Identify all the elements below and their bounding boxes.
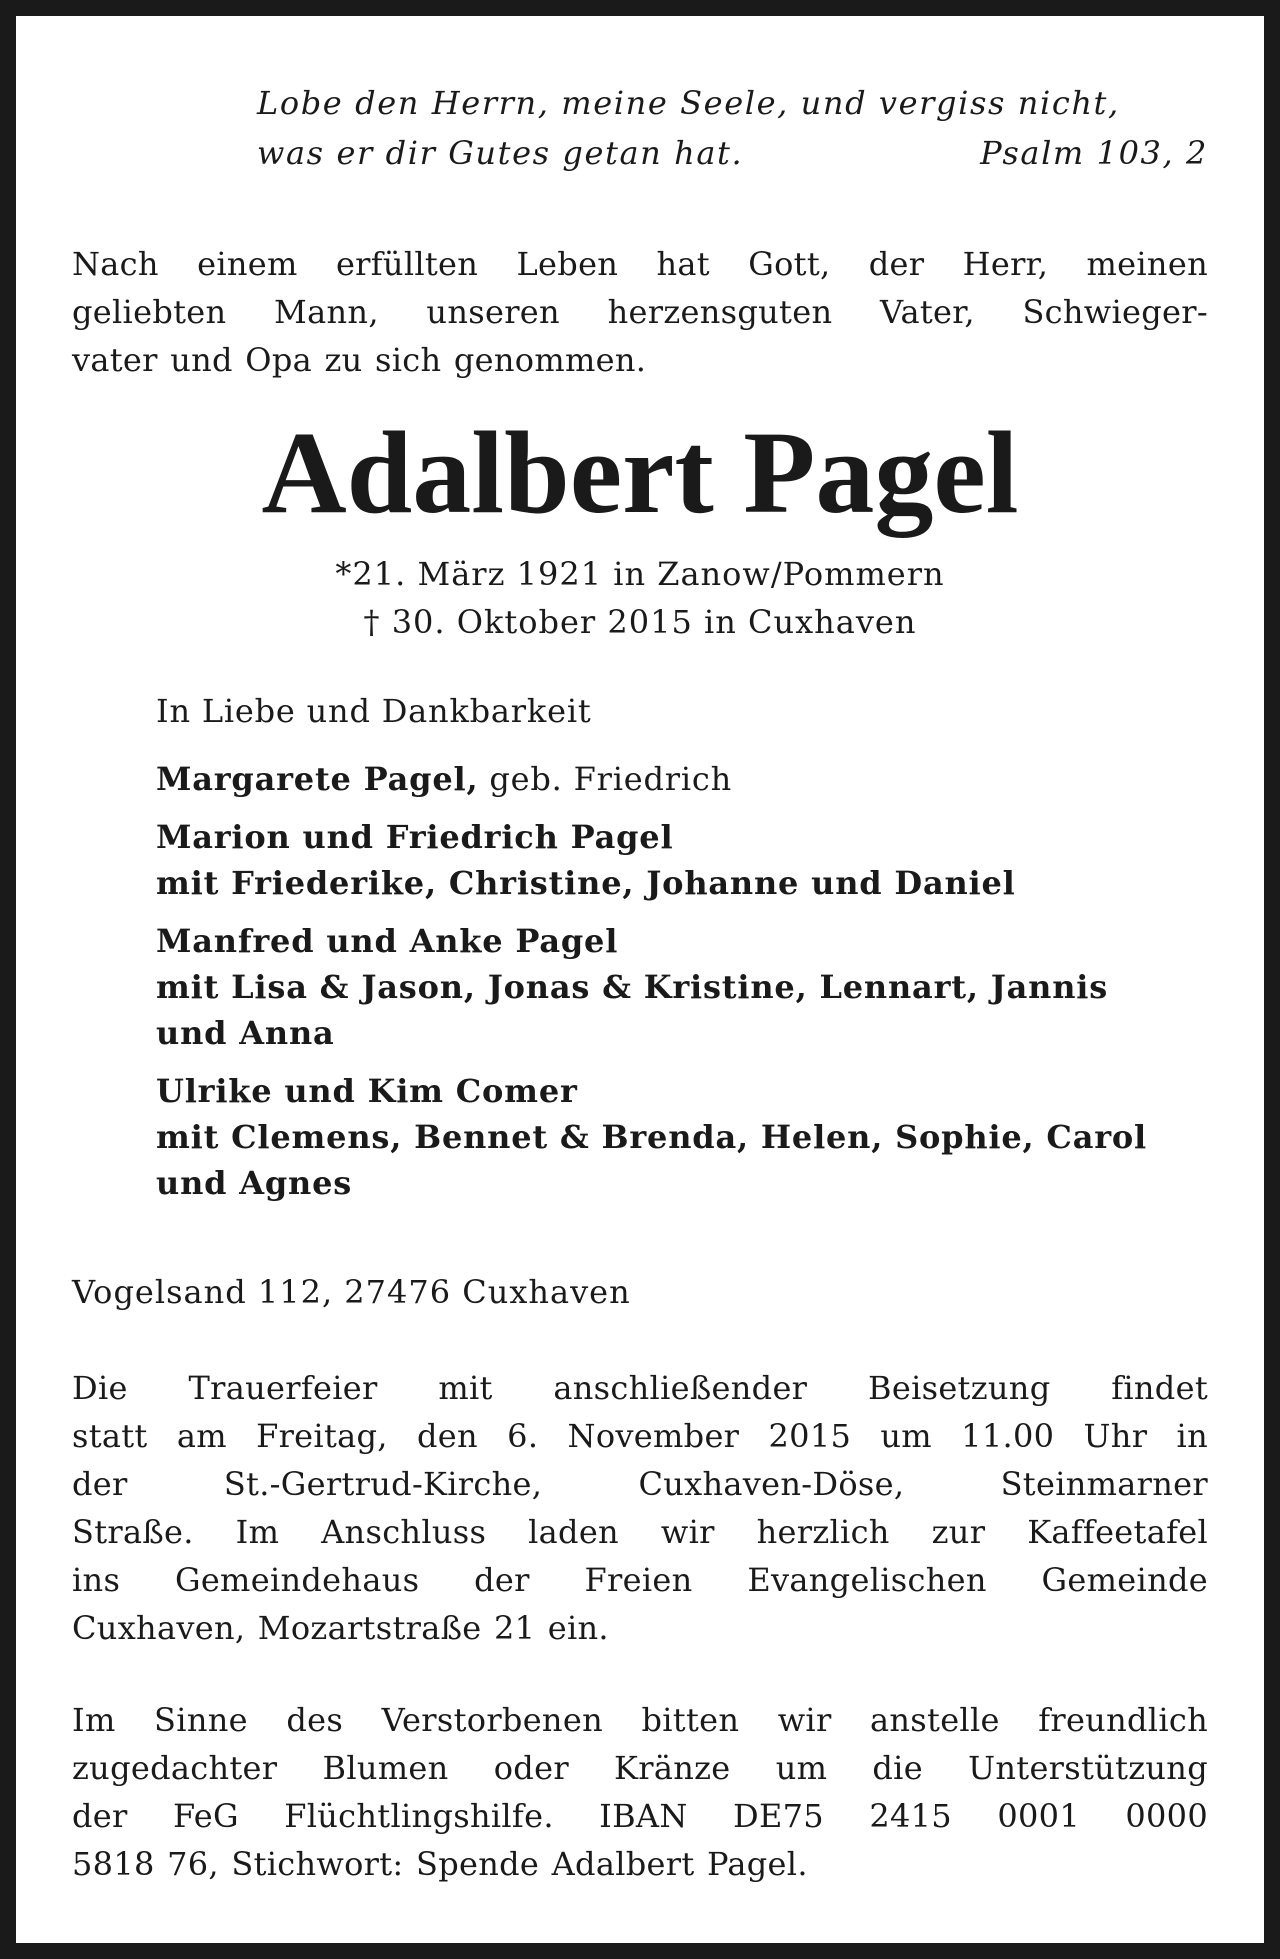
mourners-greeting: In Liebe und Dankbarkeit bbox=[156, 692, 592, 730]
donation-paragraph: Im Sinne des Verstorbenen bitten wir anstelle freundlich zugedachter Blumen oder Kränze um die Unterstützung der FeG Flüchtlingshilfe. IBAN DE75 2415 0001 0000 5818 76, Stichwort: Spende Adalbert Pagel. bbox=[72, 1701, 1208, 1883]
mourner-group: Marion und Friedrich Pagel mit Friederike, Christine, Johanne und Daniel bbox=[156, 818, 1016, 902]
family-address: Vogelsand 112, 27476 Cuxhaven bbox=[72, 1273, 631, 1311]
verse-line-2: was er dir Gutes getan hat. bbox=[257, 134, 744, 172]
verse-reference: Psalm 103, 2 bbox=[980, 134, 1208, 172]
life-dates bbox=[72, 550, 1208, 646]
notice-content bbox=[72, 16, 1208, 1943]
mourner-group: Ulrike und Kim Comer mit Clemens, Bennet & Brenda, Helen, Sophie, Carol und Agnes bbox=[156, 1072, 1147, 1202]
birth-date: *21. März 1921 in Zanow/Pommern bbox=[335, 555, 945, 593]
death-date: † 30. Oktober 2015 in Cuxhaven bbox=[363, 603, 917, 641]
verse-line-1: Lobe den Herrn, meine Seele, und vergiss nicht, bbox=[257, 84, 1120, 122]
bible-verse bbox=[257, 78, 1208, 178]
ceremony-paragraph: Die Trauerfeier mit anschließender Beisetzung findet statt am Freitag, den 6. November 2015 um 11.00 Uhr in der St.-Gertrud-Kirche, Cuxhaven-Döse, Steinmarner Straße. Im Anschluss laden wir herzlich zur Kaffeetafel ins Gemeindehaus der Freien Evangelischen Gemeinde Cuxhaven, Mozartstraße 21 ein. bbox=[72, 1369, 1208, 1647]
intro-paragraph: Nach einem erfüllten Leben hat Gott, der Herr, meinen geliebten Mann, unseren herzensguten Vater, Schwieger- vater und Opa zu sich genommen. bbox=[72, 245, 1208, 379]
mourner-group: Margarete Pagel, geb. Friedrich bbox=[156, 760, 733, 798]
deceased-name: Adalbert Pagel bbox=[261, 407, 1019, 538]
mourners-list bbox=[156, 688, 1208, 1218]
mourner-group: Manfred und Anke Pagel mit Lisa & Jason, Jonas & Kristine, Lennart, Jannis und Anna bbox=[156, 922, 1109, 1052]
